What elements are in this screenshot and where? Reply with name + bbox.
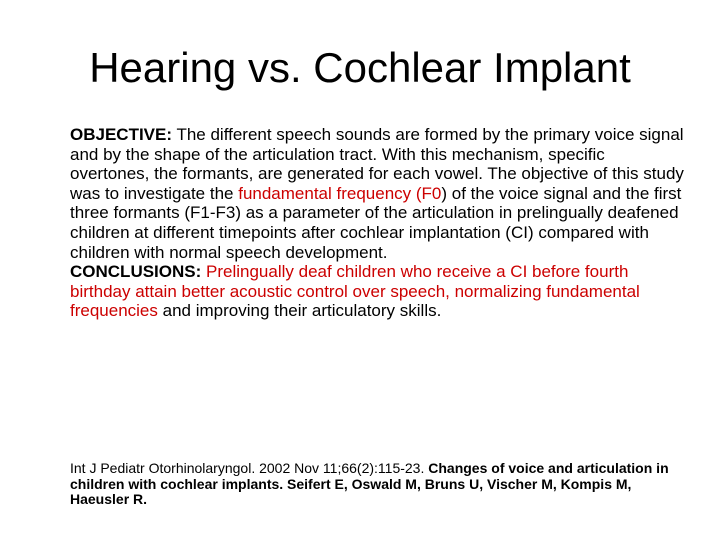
- conclusions-text: and improving their articulatory skills.: [157, 301, 442, 321]
- citation-article: Changes of voice and articulation in children with cochlear implants. Seifert E, Oswald M, Bruns U, Vischer M, Kompis M, Haeusler R.: [70, 460, 669, 507]
- citation: [70, 461, 670, 508]
- conclusions-highlight: Prelingually deaf children who receive a CI before fourth birthday attain better acoustic control over speech, normalizing fundamental frequencies: [70, 262, 640, 321]
- conclusions-paragraph: [70, 262, 685, 321]
- citation-source: Int J Pediatr Otorhinolaryngol. 2002 Nov 11;66(2):115-23.: [70, 460, 425, 476]
- objective-paragraph: [70, 125, 685, 262]
- slide-body: [70, 125, 685, 321]
- objective-highlight: fundamental frequency (F0: [238, 183, 442, 203]
- objective-text-2: ) of the voice signal and the first three formants (F1-F3) as a parameter of the articulation in prelingually deafened children at different timepoints after cochlear implantation (CI) compared with children with normal speech development.: [70, 183, 682, 262]
- objective-label: OBJECTIVE:: [70, 125, 173, 144]
- conclusions-label: CONCLUSIONS:: [70, 262, 202, 282]
- objective-text-1: The different speech sounds are formed by the primary voice signal and by the shape of the articulation tract. With this mechanism, specific overtones, the formants, are generated for each vowel. The objective of this study was to investigate the: [70, 125, 684, 203]
- slide-title: Hearing vs. Cochlear Implant: [89, 44, 631, 91]
